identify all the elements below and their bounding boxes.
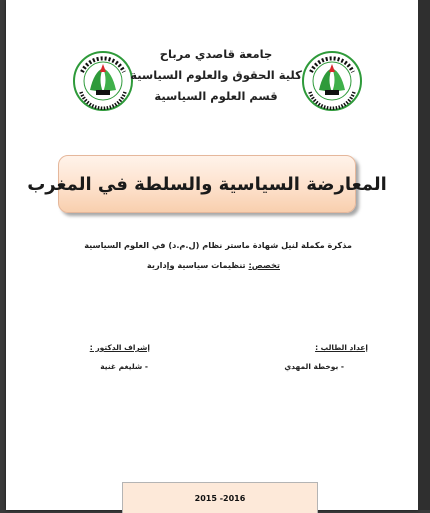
thesis-title: المعارضة السياسية والسلطة في المغرب <box>27 173 387 195</box>
specialization-label: تخصص: <box>248 260 280 270</box>
faculty-name: كلية الحقوق والعلوم السياسية <box>130 68 302 82</box>
university-logo-left <box>72 50 134 112</box>
university-logo-right <box>301 50 363 112</box>
institution-header <box>130 44 302 107</box>
thesis-title-box <box>27 155 387 213</box>
supervisor-label: إشراف الدكتور : <box>89 343 150 352</box>
student-label: إعداد الطالب : <box>315 343 368 352</box>
supervisor-name: - شليغم غنية <box>100 362 148 371</box>
specialization-value: تنظيمات سياسية وإدارية <box>146 260 246 270</box>
student-name: - بوخطة المهدي <box>284 362 344 371</box>
viewer-scrollbar-area[interactable] <box>418 0 430 510</box>
academic-year-box <box>122 482 318 513</box>
specialization-line <box>146 260 280 270</box>
thesis-subtitle: مذكرة مكملة لنيل شهادة ماستر نظام (ل.م.د) في العلوم السياسية <box>84 240 352 250</box>
department-name: قسم العلوم السياسية <box>154 89 278 103</box>
academic-year: 2015 -2016 <box>194 493 246 503</box>
university-name: جامعة قاصدي مرباح <box>159 47 273 61</box>
